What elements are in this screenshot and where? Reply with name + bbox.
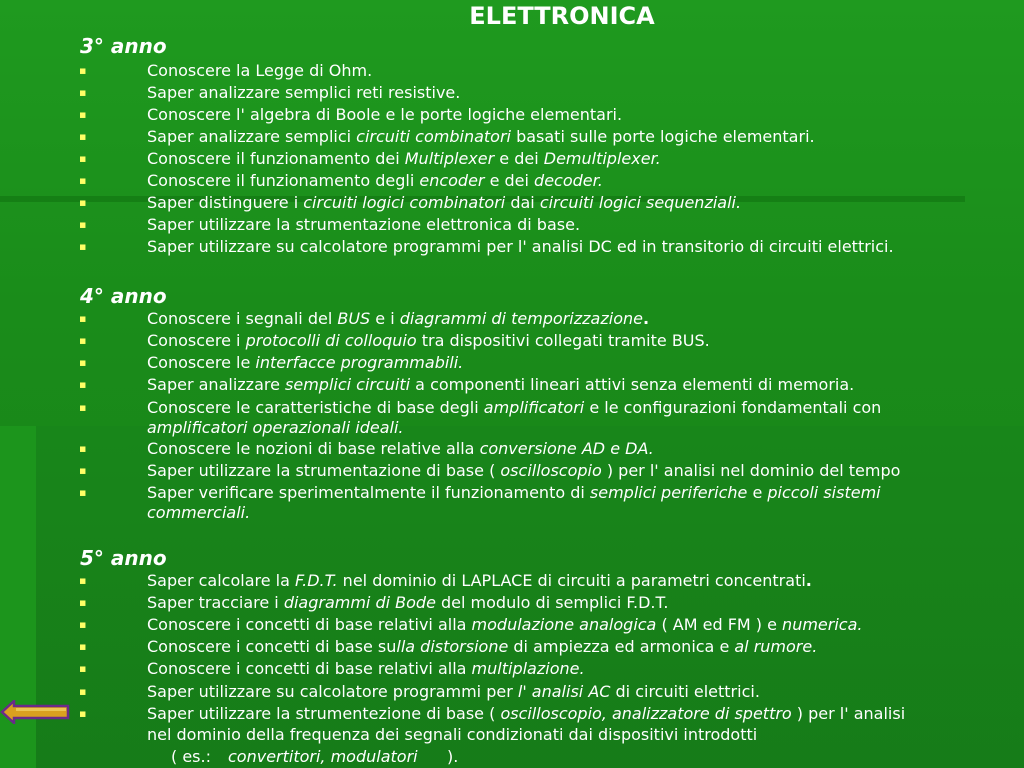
- list-item-text: Conoscere i protocolli di colloquio tra dispositivi collegati tramite BUS.: [147, 331, 710, 350]
- list-item-text: Conoscere i segnali del BUS e i diagrammi di temporizzazione.: [147, 309, 650, 328]
- back-button[interactable]: [0, 700, 70, 724]
- list-item-text: Conoscere il funzionamento dei Multiplexer e dei Demultiplexer.: [147, 149, 661, 168]
- bullet-icon: ▪: [79, 378, 87, 391]
- bullet-icon: ▪: [79, 152, 87, 165]
- list-item-text: Conoscere i concetti di base sulla distorsione di ampiezza ed armonica e al rumore.: [147, 637, 818, 656]
- bullet-icon: ▪: [79, 596, 87, 609]
- list-item-continuation: ( es.:: [171, 747, 211, 766]
- list-item-text: Conoscere le interfacce programmabili.: [147, 353, 464, 372]
- list-item-text: Conoscere la Legge di Ohm.: [147, 61, 373, 80]
- bullet-icon: ▪: [79, 685, 87, 698]
- list-item-text: Conoscere i concetti di base relativi alla modulazione analogica ( AM ed FM ) e numerica.: [147, 615, 863, 634]
- bullet-icon: ▪: [79, 640, 87, 653]
- list-item-text: Conoscere i concetti di base relativi alla multiplazione.: [147, 659, 585, 678]
- section-heading: 5° anno: [80, 546, 167, 570]
- bullet-icon: ▪: [79, 442, 87, 455]
- list-item-text: Conoscere il funzionamento degli encoder e dei decoder.: [147, 171, 603, 190]
- bullet-icon: ▪: [79, 86, 87, 99]
- bullet-icon: ▪: [79, 240, 87, 253]
- bullet-icon: ▪: [79, 108, 87, 121]
- list-item-continuation: amplificatori operazionali ideali.: [147, 418, 404, 437]
- list-item-continuation: nel dominio della frequenza dei segnali condizionati dai dispositivi introdotti: [147, 725, 758, 744]
- bullet-icon: ▪: [79, 574, 87, 587]
- bullet-icon: ▪: [79, 218, 87, 231]
- list-item-text: Saper utilizzare la strumentazione di base ( oscilloscopio ) per l' analisi nel dominio del tempo: [147, 461, 901, 480]
- bullet-icon: ▪: [79, 312, 87, 325]
- bullet-icon: ▪: [79, 662, 87, 675]
- bullet-icon: ▪: [79, 464, 87, 477]
- bullet-icon: ▪: [79, 618, 87, 631]
- list-item-continuation: convertitori, modulatori: [228, 747, 418, 766]
- back-arrow-icon: [0, 700, 70, 724]
- section-heading: 3° anno: [80, 34, 167, 58]
- bullet-icon: ▪: [79, 196, 87, 209]
- bullet-icon: ▪: [79, 64, 87, 77]
- list-item-text: Saper utilizzare la strumentazione elettronica di base.: [147, 215, 581, 234]
- list-item-text: Saper tracciare i diagrammi di Bode del modulo di semplici F.D.T.: [147, 593, 669, 612]
- bullet-icon: ▪: [79, 174, 87, 187]
- bullet-icon: ▪: [79, 356, 87, 369]
- bullet-icon: ▪: [79, 130, 87, 143]
- bullet-icon: ▪: [79, 401, 87, 414]
- bullet-icon: ▪: [79, 334, 87, 347]
- list-item-text: Saper distinguere i circuiti logici combinatori dai circuiti logici sequenziali.: [147, 193, 742, 212]
- list-item-text: Saper utilizzare la strumentezione di base ( oscilloscopio, analizzatore di spettro ) per l' analisi: [147, 704, 906, 723]
- list-item-text: Saper utilizzare su calcolatore programmi per l' analisi AC di circuiti elettrici.: [147, 682, 760, 701]
- list-item-text: Saper utilizzare su calcolatore programmi per l' analisi DC ed in transitorio di circuiti elettrici.: [147, 237, 894, 256]
- bullet-icon: ▪: [79, 486, 87, 499]
- list-item-continuation: commerciali.: [147, 503, 251, 522]
- list-item-text: Saper verificare sperimentalmente il funzionamento di semplici periferiche e piccoli sistemi: [147, 483, 881, 502]
- list-item-text: Saper analizzare semplici circuiti a componenti lineari attivi senza elementi di memoria.: [147, 375, 855, 394]
- section-heading: 4° anno: [80, 284, 167, 308]
- list-item-text: Conoscere le nozioni di base relative alla conversione AD e DA.: [147, 439, 654, 458]
- list-item-text: Saper calcolare la F.D.T. nel dominio di LAPLACE di circuiti a parametri concentrati.: [147, 571, 812, 590]
- list-item-continuation: ).: [447, 747, 459, 766]
- list-item-text: Saper analizzare semplici circuiti combinatori basati sulle porte logiche elementari.: [147, 127, 815, 146]
- list-item-text: Saper analizzare semplici reti resistive.: [147, 83, 461, 102]
- list-item-text: Conoscere le caratteristiche di base degli amplificatori e le configurazioni fondamentali con: [147, 398, 882, 417]
- page-title: ELETTRONICA: [469, 2, 655, 30]
- list-item-text: Conoscere l' algebra di Boole e le porte logiche elementari.: [147, 105, 623, 124]
- bullet-icon: ▪: [79, 707, 87, 720]
